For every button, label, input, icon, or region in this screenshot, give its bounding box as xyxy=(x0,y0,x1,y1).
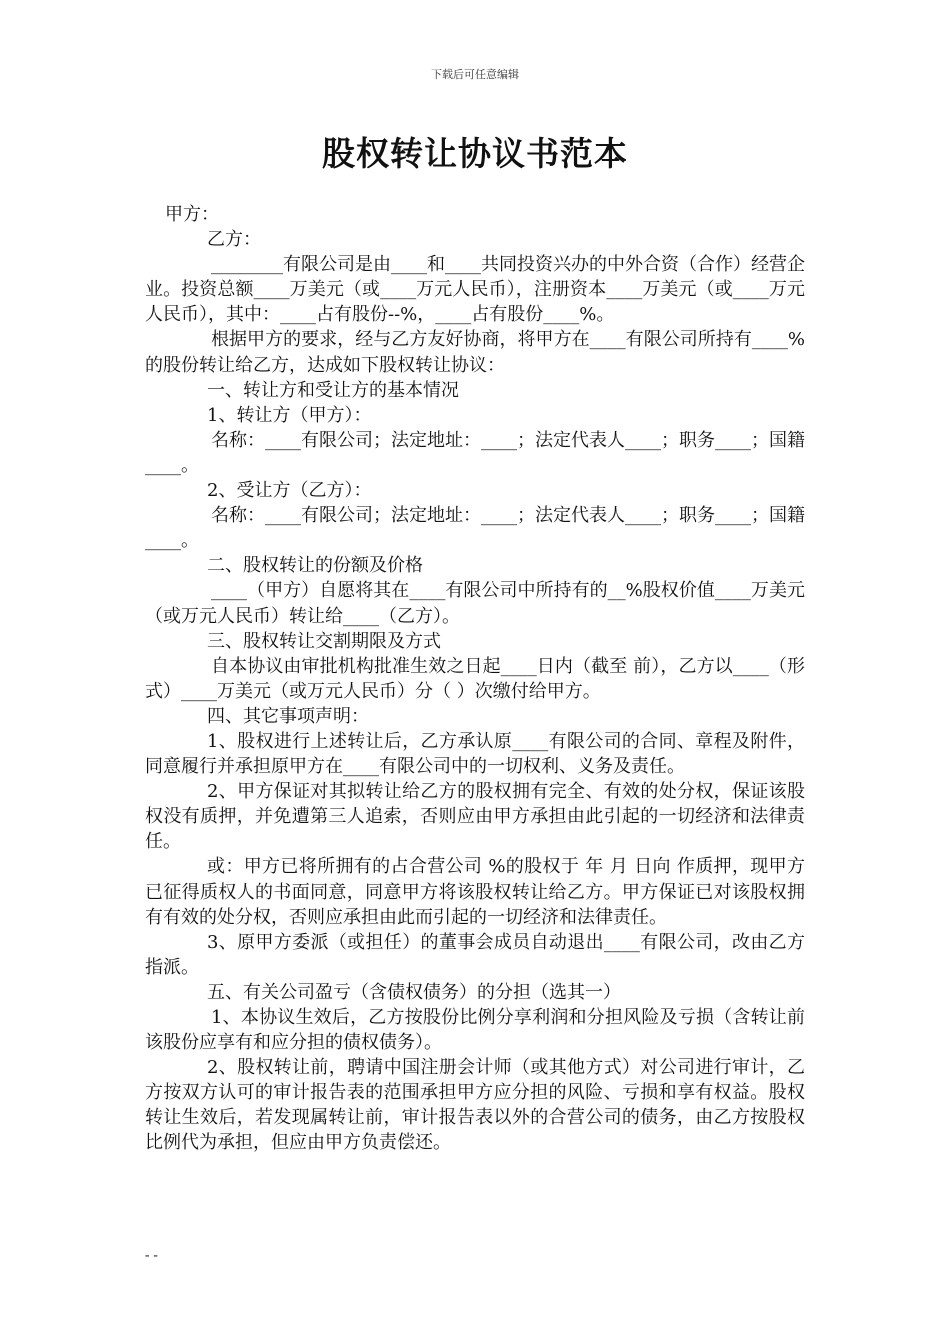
profit-loss-option-1: 1、本协议生效后，乙方按股份比例分享利润和分担风险及亏损（含转让前该股份应享有和应分担的债权债务）。 xyxy=(145,1007,805,1054)
section-heading-5: 五、有关公司盈亏（含债权债务）的分担（选其一） xyxy=(207,981,621,1003)
profit-loss-option-2: 2、股权转让前，聘请中国注册会计师（或其他方式）对公司进行审计，乙方按双方认可的审计报告表的范围承担甲方应分担的风险、亏损和享有权益。股权转让生效后，若发现属转让前，审计报告表以外的合营公司的债务，由乙方按股权比例代为承担，但应由甲方负责偿还。 xyxy=(145,1057,805,1154)
transferee-details: 名称：____有限公司；法定地址：____；法定代表人____；职务____；国籍____。 xyxy=(145,505,805,552)
section-heading-4: 四、其它事项声明： xyxy=(207,705,369,727)
document-title: 股权转让协议书范本 xyxy=(322,134,628,173)
share-price-paragraph: ____（甲方）自愿将其在____有限公司中所持有的__%股权价值____万美元（或万元人民币）转让给____（乙方）。 xyxy=(145,580,805,627)
party-b-line: 乙方： xyxy=(207,229,261,251)
section-heading-3: 三、股权转让交割期限及方式 xyxy=(207,630,441,652)
declaration-item-2-alt: 或：甲方已将所拥有的占合营公司 %的股权于 年 月 日向 作质押，现甲方已征得质权人的书面同意，同意甲方将该股权转让给乙方。甲方保证已对该股权拥有有效的处分权，否则应承担由此而引起的一切经济和法律责任。 xyxy=(145,856,805,928)
party-a-line: 甲方： xyxy=(165,204,219,225)
declaration-item-2: 2、甲方保证对其拟转让给乙方的股权拥有完全、有效的处分权，保证该股权没有质押，并免遭第三人追索，否则应由甲方承担由此引起的一切经济和法律责任。 xyxy=(145,781,805,853)
page-footer-mark: -- xyxy=(143,1248,160,1264)
transferor-heading: 1、转让方（甲方）： xyxy=(207,404,372,426)
section-heading-1: 一、转让方和受让方的基本情况 xyxy=(207,379,459,401)
declaration-item-1: 1、股权进行上述转让后，乙方承认原____有限公司的合同、章程及附件，同意履行并承担原甲方在____有限公司中的一切权利、义务及责任。 xyxy=(145,730,805,778)
declaration-item-3: 3、原甲方委派（或担任）的董事会成员自动退出____有限公司，改由乙方指派。 xyxy=(145,931,805,978)
page-header-note: 下载后可任意编辑 xyxy=(431,68,519,81)
section-heading-2: 二、股权转让的份额及价格 xyxy=(207,555,423,577)
transferee-heading: 2、受让方（乙方）： xyxy=(207,480,372,502)
document-body xyxy=(145,202,805,1156)
transferor-details: 名称：____有限公司；法定地址：____；法定代表人____；职务____；国籍____。 xyxy=(145,429,805,476)
agreement-purpose-paragraph: 根据甲方的要求，经与乙方友好协商，将甲方在____有限公司所持有____%的股份转让给乙方，达成如下股权转让协议： xyxy=(145,329,805,376)
delivery-terms-paragraph: 自本协议由审批机构批准生效之日起____日内（截至 前），乙方以____（形式）____万美元（或万元人民币）分（ ）次缴付给甲方。 xyxy=(145,655,805,702)
company-intro-paragraph: ________有限公司是由____和____共同投资兴办的中外合资（合作）经营企业。投资总额____万美元（或____万元人民币），注册资本____万美元（或____万元人民币），其中：____占有股份--%，____占有股份____%。 xyxy=(145,254,805,326)
